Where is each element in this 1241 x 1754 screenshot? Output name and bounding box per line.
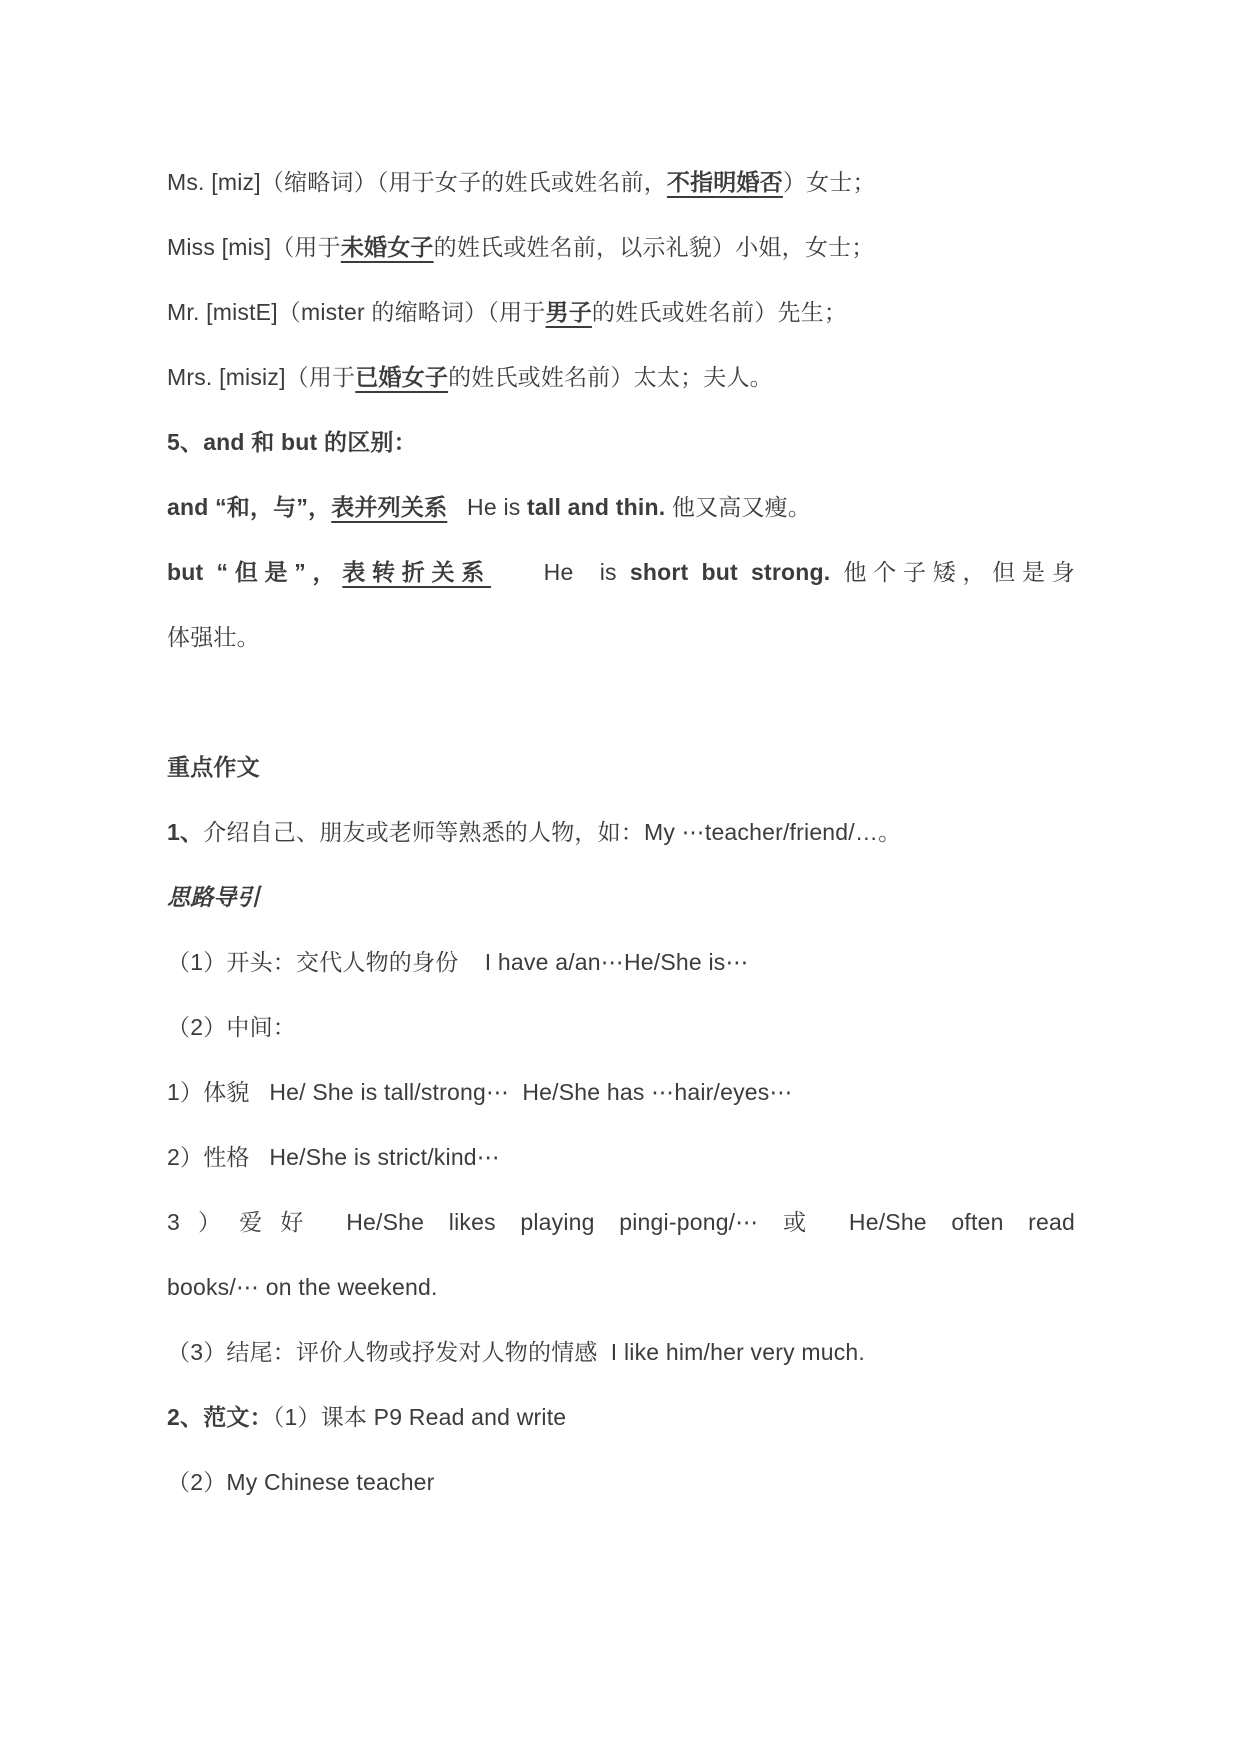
composition-item-1 xyxy=(167,800,1075,865)
outline-step-1-opening xyxy=(167,930,1075,995)
text-run: 表转折关系 xyxy=(342,559,492,585)
composition-heading xyxy=(167,735,1075,800)
text-run: 5、and 和 but 的区别： xyxy=(167,429,417,455)
miss-definition-line xyxy=(167,215,1075,280)
mrs-definition-line xyxy=(167,345,1075,410)
text-run: 重点作文 xyxy=(167,754,260,780)
text-run: He is xyxy=(447,494,528,520)
text-run: 男子 xyxy=(545,299,592,325)
text-run: ）女士； xyxy=(782,169,876,195)
text-run: and “和，与”， xyxy=(167,494,332,520)
text-run: 体强壮。 xyxy=(167,624,260,650)
outline-guide-heading xyxy=(167,865,1075,930)
blank-spacer xyxy=(167,670,1075,735)
text-run: Mrs. [misiz]（用于 xyxy=(167,364,356,390)
and-explanation-line xyxy=(167,475,1075,540)
text-run: He is xyxy=(491,559,630,585)
composition-item-2-sample xyxy=(167,1385,1075,1450)
outline-point-3-continuation xyxy=(167,1255,1075,1320)
text-run: 介绍自己、朋友或老师等熟悉的人物，如：My ⋯teacher/friend/…。 xyxy=(203,819,902,845)
text-run: books/⋯ on the weekend. xyxy=(167,1274,438,1300)
text-run: tall and thin. xyxy=(527,494,666,520)
and-but-heading xyxy=(167,410,1075,475)
text-run: 思路导引 xyxy=(167,884,260,910)
text-run: （1）开头：交代人物的身份 I have a/an⋯He/She is⋯ xyxy=(167,949,749,975)
sample-essay-2 xyxy=(167,1450,1075,1515)
text-run: 的姓氏或姓名前，以示礼貌）小姐，女士； xyxy=(433,234,875,260)
text-run: 的姓氏或姓名前）先生； xyxy=(591,299,848,325)
text-run: 2、范文： xyxy=(167,1404,273,1430)
but-explanation-line xyxy=(167,540,1075,605)
text-run: 他个子矮，但是身 xyxy=(830,559,1076,585)
text-run: but “但是”， xyxy=(167,559,343,585)
text-run: 的姓氏或姓名前）太太；夫人。 xyxy=(448,364,773,390)
text-run: Miss [mis]（用于 xyxy=(167,234,341,260)
text-run: （1）课本 P9 Read and write xyxy=(272,1404,567,1430)
text-run: 2）性格 He/She is strict/kind⋯ xyxy=(167,1144,500,1170)
text-run: 1、 xyxy=(167,819,204,845)
mr-definition-line xyxy=(167,280,1075,345)
text-run: 他又高又瘦。 xyxy=(665,494,812,520)
outline-step-2-middle xyxy=(167,995,1075,1060)
text-run: 未婚女子 xyxy=(340,234,434,260)
text-run: 表并列关系 xyxy=(331,494,448,520)
but-explanation-continuation xyxy=(167,605,1075,670)
text-run: （2）中间： xyxy=(167,1014,296,1040)
text-run: short but strong. xyxy=(629,559,831,585)
text-run: 已婚女子 xyxy=(355,364,449,390)
outline-point-1-appearance xyxy=(167,1060,1075,1125)
outline-point-3-hobby xyxy=(167,1190,1075,1255)
outline-step-3-ending xyxy=(167,1320,1075,1385)
text-run: （2）My Chinese teacher xyxy=(167,1469,435,1495)
text-run: Mr. [mistE]（mister 的缩略词）（用于 xyxy=(167,299,546,325)
document-body xyxy=(167,150,1075,1515)
text-run: Ms. [miz]（缩略词）（用于女子的姓氏或姓名前， xyxy=(167,169,667,195)
text-run: （3）结尾：评价人物或抒发对人物的情感 I like him/her very much. xyxy=(167,1339,866,1365)
text-run: 不指明婚否 xyxy=(666,169,783,195)
text-run: 1）体貌 He/ She is tall/strong⋯ He/She has ⋯hair/eyes⋯ xyxy=(167,1079,793,1105)
ms-definition-line xyxy=(167,150,1075,215)
text-run: 3）爱好 He/She likes playing pingi-pong/⋯ 或 He/She often read xyxy=(167,1209,1075,1235)
outline-point-2-personality xyxy=(167,1125,1075,1190)
